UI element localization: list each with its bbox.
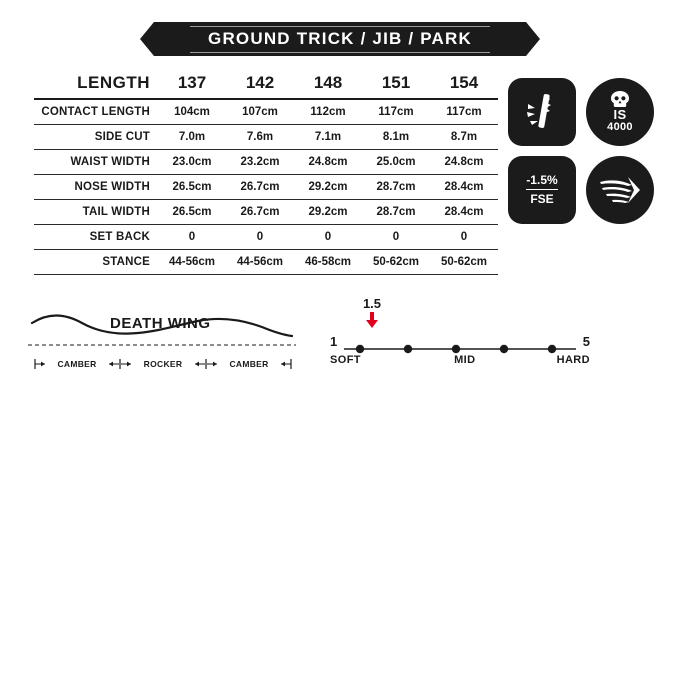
row-label-side-cut: SIDE CUT (34, 125, 158, 150)
cell-set-back-0: 0 (158, 225, 226, 250)
flex-label-mid: MID (454, 354, 476, 366)
table-header-size-0: 137 (158, 68, 226, 99)
wing-badge (586, 156, 654, 224)
cell-side-cut-1: 7.6m (226, 125, 294, 150)
row-label-stance: STANCE (34, 250, 158, 275)
cell-waist-width-2: 24.8cm (294, 150, 362, 175)
flex-marker (354, 296, 390, 328)
cell-nose-width-2: 29.2cm (294, 175, 362, 200)
table-row (34, 99, 498, 125)
flex-scale-min: 1 (330, 334, 338, 349)
cell-contact-length-1: 107cm (226, 99, 294, 125)
fse-text: FSE (530, 192, 554, 206)
legend-camber-1: CAMBER (57, 359, 97, 369)
fse-label (526, 173, 557, 207)
bamboo-badge (508, 78, 576, 146)
table-row (34, 200, 498, 225)
legend-camber-2: CAMBER (229, 359, 269, 369)
row-label-set-back: SET BACK (34, 225, 158, 250)
legend-rocker: ROCKER (143, 359, 183, 369)
page-title: GROUND TRICK / JIB / PARK (190, 26, 490, 53)
cell-side-cut-3: 8.1m (362, 125, 430, 150)
table-row (34, 125, 498, 150)
camber-profile (26, 305, 298, 375)
cell-waist-width-3: 25.0cm (362, 150, 430, 175)
cell-contact-length-2: 112cm (294, 99, 362, 125)
cell-set-back-2: 0 (294, 225, 362, 250)
cell-nose-width-3: 28.7cm (362, 175, 430, 200)
cell-contact-length-4: 117cm (430, 99, 498, 125)
is4000-badge (586, 78, 654, 146)
spec-table (34, 68, 498, 275)
skull-icon (610, 91, 630, 107)
is4000-line2: 4000 (607, 120, 633, 133)
profile-legend (34, 359, 292, 369)
legend-arrow-both-2-icon (194, 359, 218, 369)
flex-label-hard: HARD (556, 354, 590, 366)
cell-side-cut-0: 7.0m (158, 125, 226, 150)
flex-scale (330, 296, 590, 376)
table-header-size-3: 151 (362, 68, 430, 99)
cell-stance-0: 44-56cm (158, 250, 226, 275)
table-header-size-1: 142 (226, 68, 294, 99)
row-label-nose-width: NOSE WIDTH (34, 175, 158, 200)
profile-title: DEATH WING (110, 315, 211, 332)
badge-group (508, 78, 660, 224)
table-header-size-2: 148 (294, 68, 362, 99)
header-banner (0, 22, 680, 56)
fse-value: -1.5% (526, 173, 557, 190)
cell-stance-3: 50-62cm (362, 250, 430, 275)
down-arrow-icon (365, 312, 379, 328)
cell-side-cut-4: 8.7m (430, 125, 498, 150)
table-row (34, 250, 498, 275)
cell-nose-width-0: 26.5cm (158, 175, 226, 200)
legend-arrow-both-1-icon (108, 359, 132, 369)
table-header-size-4: 154 (430, 68, 498, 99)
cell-set-back-4: 0 (430, 225, 498, 250)
cell-set-back-3: 0 (362, 225, 430, 250)
bamboo-icon (522, 90, 562, 134)
cell-waist-width-4: 24.8cm (430, 150, 498, 175)
cell-waist-width-1: 23.2cm (226, 150, 294, 175)
legend-arrow-left-icon (34, 359, 46, 369)
table-header-row (34, 68, 498, 99)
cell-tail-width-3: 28.7cm (362, 200, 430, 225)
table-row (34, 175, 498, 200)
legend-arrow-right-icon (280, 359, 292, 369)
cell-stance-4: 50-62cm (430, 250, 498, 275)
cell-nose-width-1: 26.7cm (226, 175, 294, 200)
cell-stance-2: 46-58cm (294, 250, 362, 275)
row-label-tail-width: TAIL WIDTH (34, 200, 158, 225)
cell-tail-width-1: 26.7cm (226, 200, 294, 225)
cell-side-cut-2: 7.1m (294, 125, 362, 150)
wing-icon (598, 173, 642, 207)
cell-waist-width-0: 23.0cm (158, 150, 226, 175)
cell-tail-width-2: 29.2cm (294, 200, 362, 225)
table-header-length: LENGTH (34, 68, 158, 99)
table-row (34, 225, 498, 250)
banner-shape (154, 22, 526, 56)
cell-tail-width-0: 26.5cm (158, 200, 226, 225)
is4000-line1: IS (613, 106, 627, 122)
cell-stance-1: 44-56cm (226, 250, 294, 275)
flex-scale-max: 5 (582, 334, 590, 349)
row-label-contact-length: CONTACT LENGTH (34, 99, 158, 125)
cell-contact-length-0: 104cm (158, 99, 226, 125)
flex-labels (330, 354, 590, 366)
row-label-waist-width: WAIST WIDTH (34, 150, 158, 175)
table-row (34, 150, 498, 175)
cell-tail-width-4: 28.4cm (430, 200, 498, 225)
cell-nose-width-4: 28.4cm (430, 175, 498, 200)
cell-contact-length-3: 117cm (362, 99, 430, 125)
cell-set-back-1: 0 (226, 225, 294, 250)
is4000-label (607, 91, 633, 133)
fse-badge (508, 156, 576, 224)
flex-label-soft: SOFT (330, 354, 361, 366)
flex-marker-value: 1.5 (362, 296, 382, 311)
